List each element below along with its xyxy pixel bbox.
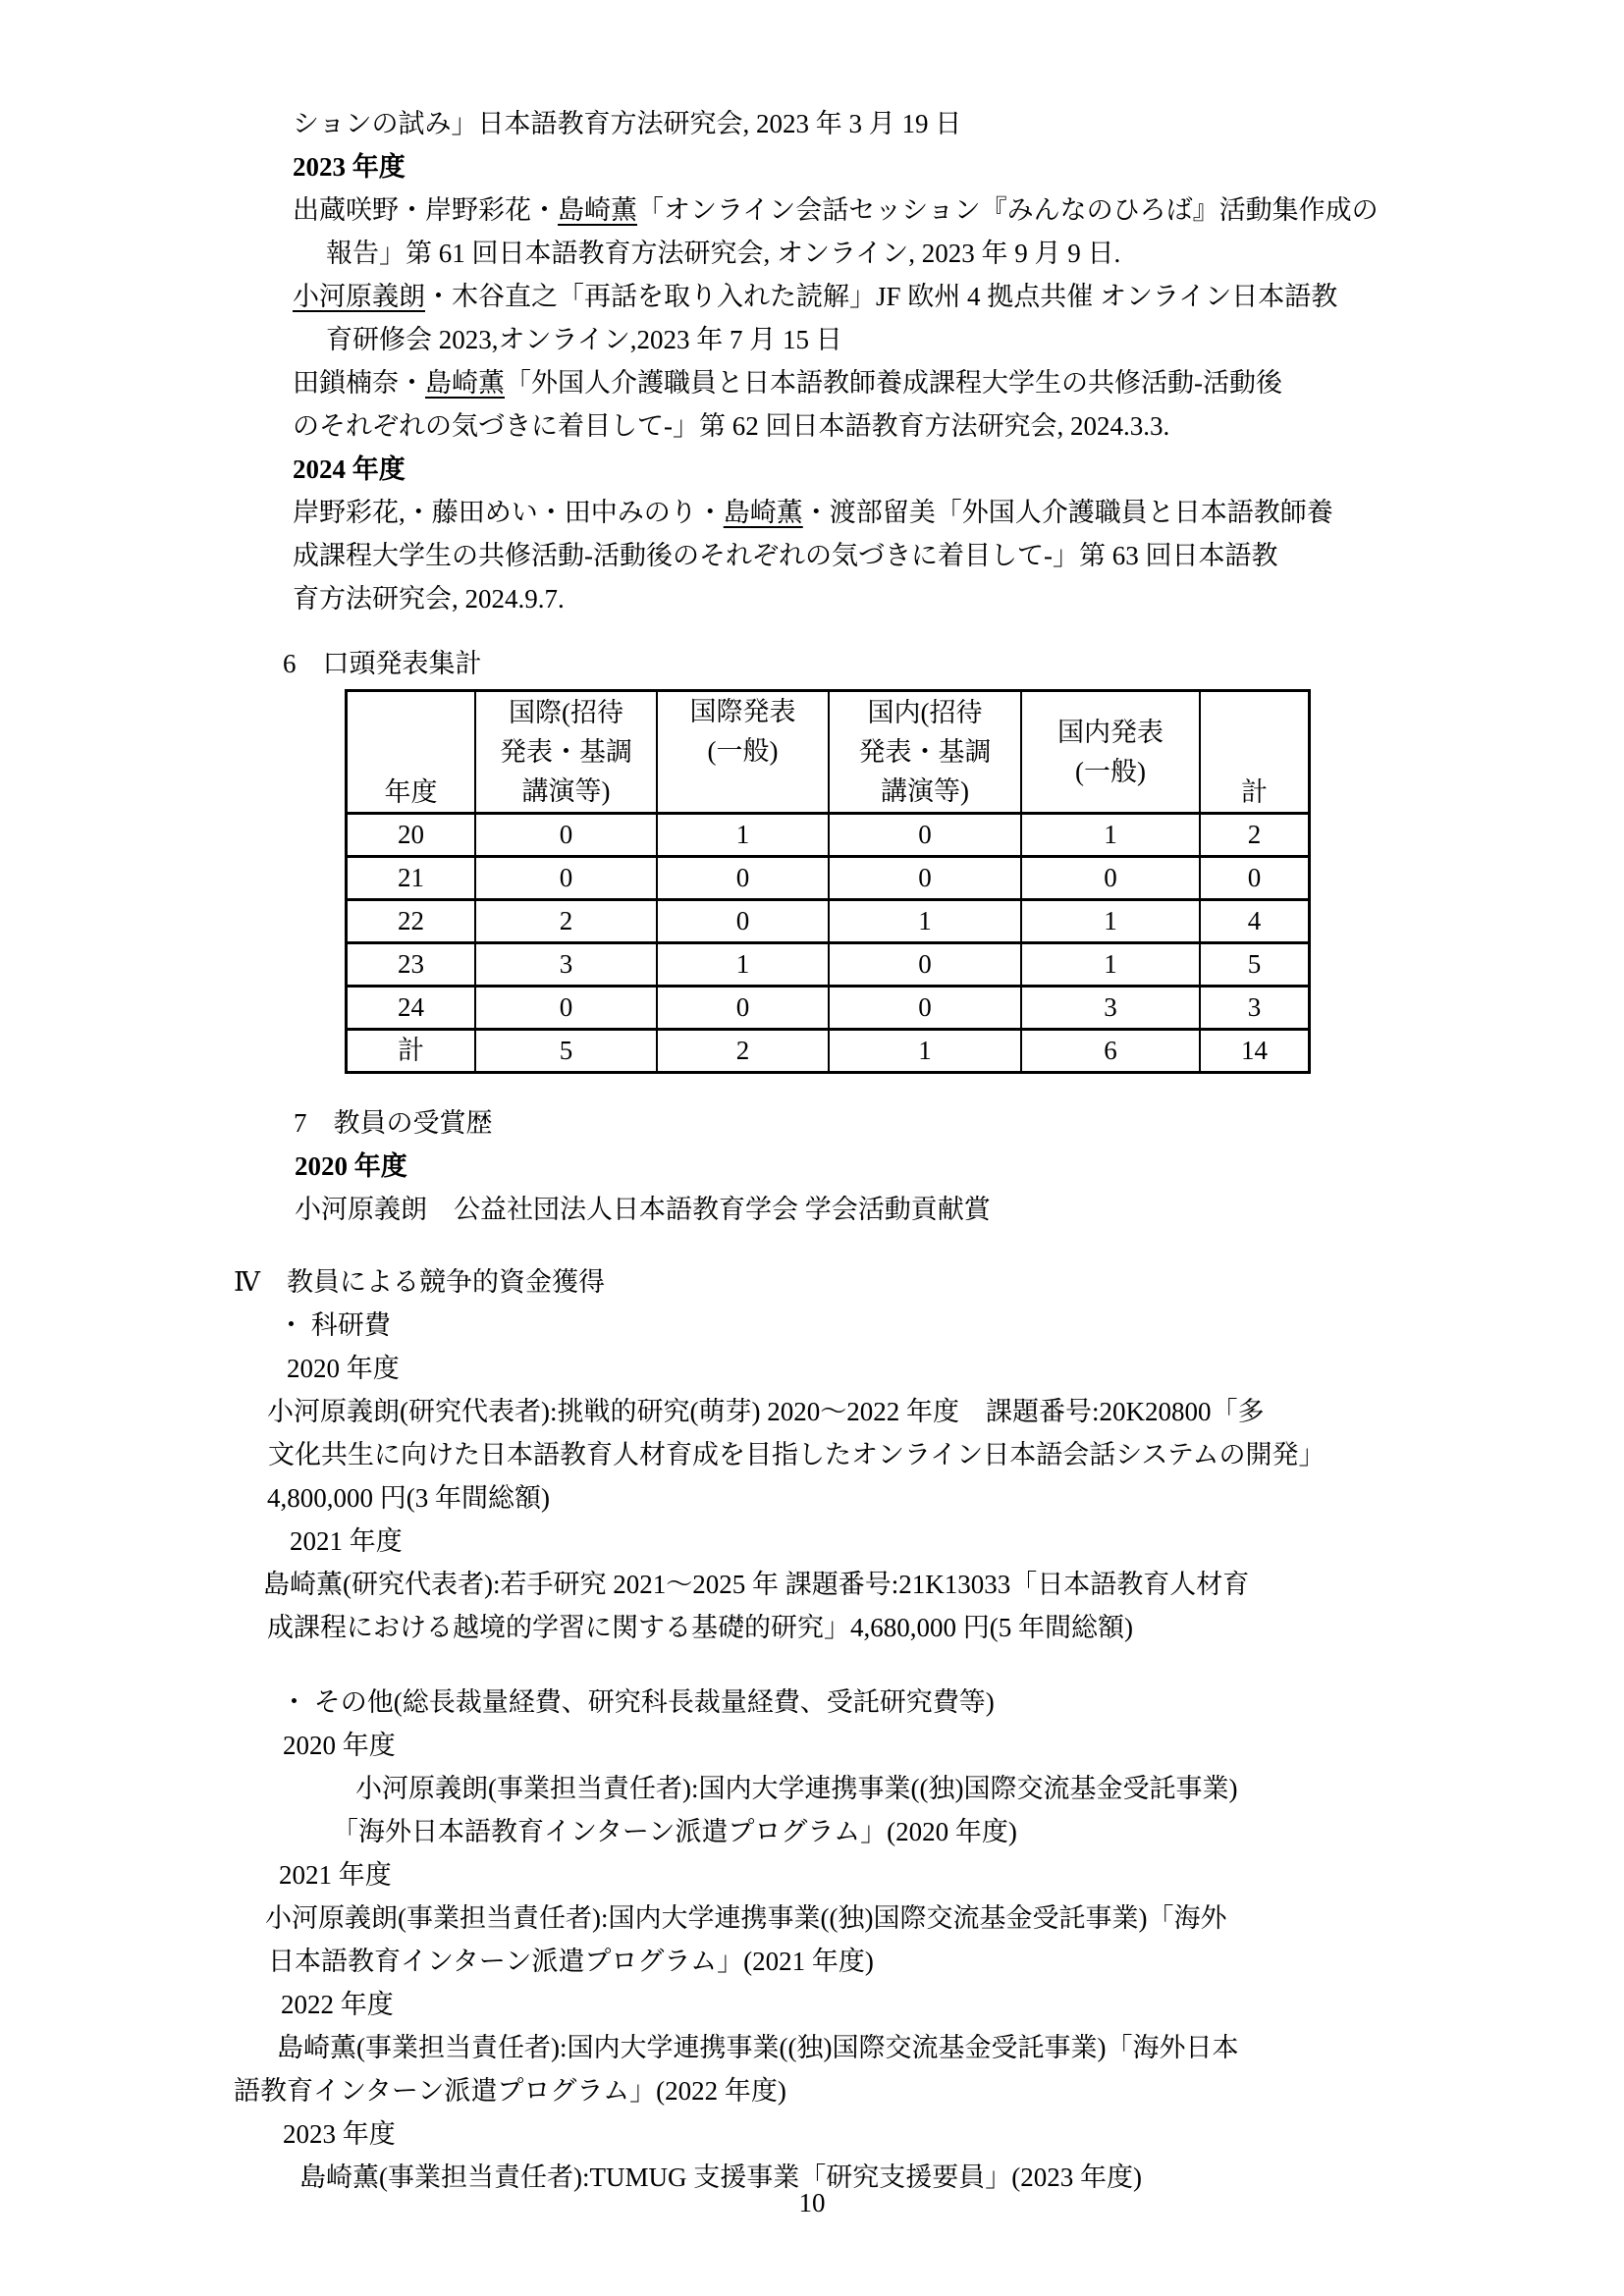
text-segment: 出蔵咲野・岸野彩花・: [293, 195, 558, 225]
text-line: [326, 318, 1380, 361]
table-row: [347, 987, 1310, 1030]
header-text-line: 発表・基調: [858, 737, 992, 767]
funding-section: [234, 1260, 1380, 2199]
text-segment: ・渡部留美「外国人介護職員と日本語教師養: [802, 498, 1333, 527]
underlined-author-name: 島崎薫: [425, 368, 505, 398]
text-segment: 4,800,000 円(3 年間総額): [267, 1483, 550, 1513]
year-cell: 計: [347, 1030, 476, 1073]
count-cell: 0: [829, 857, 1021, 900]
header-text-line: 国際発表: [689, 697, 796, 726]
text-segment: 2024 年度: [293, 454, 406, 484]
text-line: [267, 1606, 1380, 1649]
header-text-line: 計: [1241, 777, 1268, 807]
text-segment: 2021 年度: [290, 1526, 403, 1556]
count-cell: 1: [657, 814, 829, 857]
header-text-line: (一般): [707, 736, 779, 766]
text-segment: 2020 年度: [287, 1354, 400, 1383]
other-funding-bullet-label: ・ その他(総長裁量経費、研究科長裁量経費、受託研究費等): [281, 1687, 995, 1717]
text-line: [287, 1347, 1380, 1390]
year-cell: 23: [347, 943, 476, 987]
kakenhi-subsection: [234, 1347, 1380, 1649]
text-segment: 小河原義朗(事業担当責任者):国内大学連携事業((独)国際交流基金受託事業): [355, 1774, 1238, 1803]
count-cell: 3: [1200, 987, 1310, 1030]
count-cell: 14: [1200, 1030, 1310, 1073]
text-segment: 島崎薫(事業担当責任者):国内大学連携事業((独)国際交流基金受託事業)「海外日本: [277, 2033, 1239, 2062]
header-text-line: 発表・基調: [500, 737, 632, 767]
text-line: [267, 1476, 1380, 1520]
header-text-line: 国際(招待: [509, 698, 623, 727]
page-number: 10: [798, 2188, 826, 2217]
year-cell: 20: [347, 814, 476, 857]
text-segment: 小河原義朗(研究代表者):挑戦的研究(萌芽) 2020～2022 年度 課題番号:20K20800「多: [267, 1397, 1265, 1426]
text-line: [293, 361, 1380, 404]
count-cell: 1: [829, 900, 1021, 943]
text-line: [293, 404, 1380, 448]
count-cell: 5: [1200, 943, 1310, 987]
count-cell: 1: [829, 1030, 1021, 1073]
text-line: [293, 491, 1380, 534]
table-row: [347, 900, 1310, 943]
text-line: [326, 232, 1380, 275]
awards-section: [234, 1101, 1380, 1231]
count-cell: 0: [829, 987, 1021, 1030]
text-segment: 日本語教育インターン派遣プログラム」(2021 年度): [268, 1947, 874, 1976]
kakenhi-bullet-label: ・ 科研費: [278, 1310, 391, 1340]
count-cell: 1: [1021, 943, 1200, 987]
text-line: [293, 275, 1380, 318]
count-cell: 0: [475, 814, 657, 857]
other-funding-subsection: [234, 1724, 1380, 2199]
text-line: [293, 102, 1380, 145]
table-row: [347, 814, 1310, 857]
count-cell: 6: [1021, 1030, 1200, 1073]
text-segment: 島崎薫(事業担当責任者):TUMUG 支援事業「研究支援要員」(2023 年度): [299, 2163, 1142, 2192]
count-cell: 1: [1021, 900, 1200, 943]
awards-heading: 7 教員の受賞歴: [294, 1108, 493, 1138]
text-segment: 報告」第 61 回日本語教育方法研究会, オンライン, 2023 年 9 月 9 日.: [326, 239, 1121, 268]
text-line: [283, 1724, 1380, 1767]
year-heading: [293, 448, 1380, 491]
table-column-header: [475, 691, 657, 814]
table-column-header: [1200, 691, 1310, 814]
text-segment: 2023 年度: [293, 152, 406, 182]
text-line: [293, 534, 1380, 577]
text-line: [279, 1853, 1380, 1896]
text-line: [290, 1520, 1380, 1563]
table-row: [347, 857, 1310, 900]
text-line: [277, 2026, 1380, 2069]
header-text-line: 講演等): [521, 776, 611, 806]
count-cell: 0: [657, 987, 829, 1030]
year-cell: 22: [347, 900, 476, 943]
text-segment: 「オンライン会話セッション『みんなのひろば』活動集作成の: [637, 195, 1379, 225]
count-cell: 0: [657, 900, 829, 943]
text-segment: のそれぞれの気づきに着目して-」第 62 回日本語教育方法研究会, 2024.3.3.: [293, 411, 1170, 441]
header-text-line: 国内(招待: [867, 698, 983, 727]
underlined-author-name: 島崎薫: [723, 498, 803, 527]
text-segment: 育研修会 2023,オンライン,2023 年 7 月 15 日: [326, 325, 842, 354]
count-cell: 2: [475, 900, 657, 943]
header-text-line: (一般): [1075, 757, 1146, 786]
text-line: [265, 1896, 1380, 1940]
table-row: [347, 943, 1310, 987]
text-line: [263, 1563, 1380, 1606]
text-segment: 2020 年度: [283, 1731, 396, 1760]
count-cell: 1: [1021, 814, 1200, 857]
header-text-line: 国内発表: [1057, 718, 1164, 747]
year-heading: [293, 145, 1380, 188]
table-header-row: [347, 691, 1310, 814]
text-line: [293, 188, 1380, 232]
count-cell: 0: [657, 857, 829, 900]
count-cell: 0: [1021, 857, 1200, 900]
oral-presentations-section: [234, 102, 1380, 620]
text-line: [332, 1810, 1380, 1853]
text-segment: 語教育インターン派遣プログラム」(2022 年度): [234, 2076, 786, 2106]
spacer: [234, 1074, 1380, 1101]
oral-summary-heading: 6 口頭発表集計: [283, 649, 482, 678]
text-segment: 成課程大学生の共修活動-活動後のそれぞれの気づきに着目して-」第 63 回日本語教: [293, 541, 1278, 570]
spacer: [234, 1649, 1380, 1681]
text-segment: 成課程における越境的学習に関する基礎的研究」4,680,000 円(5 年間総額): [267, 1613, 1133, 1642]
text-segment: ションの試み」日本語教育方法研究会, 2023 年 3 月 19 日: [293, 109, 962, 138]
count-cell: 4: [1200, 900, 1310, 943]
text-line: [281, 1983, 1380, 2026]
text-segment: 小河原義朗(事業担当責任者):国内大学連携事業((独)国際交流基金受託事業)「海外: [265, 1903, 1227, 1933]
text-segment: 田鎖楠奈・: [293, 368, 425, 398]
header-text-line: 講演等): [881, 776, 969, 806]
count-cell: 3: [1021, 987, 1200, 1030]
text-segment: 2021 年度: [279, 1860, 392, 1890]
year-cell: 21: [347, 857, 476, 900]
count-cell: 0: [475, 987, 657, 1030]
awards-entry: 小河原義朗 公益社団法人日本語教育学会 学会活動貢献賞: [295, 1195, 991, 1224]
count-cell: 0: [829, 943, 1021, 987]
table-column-header: [347, 691, 476, 814]
text-segment: 2023 年度: [283, 2119, 396, 2149]
text-line: [293, 577, 1380, 620]
text-line: [267, 1390, 1380, 1433]
count-cell: 1: [657, 943, 829, 987]
count-cell: 5: [475, 1030, 657, 1073]
text-line: [283, 2112, 1380, 2156]
text-segment: 岸野彩花,・藤田めい・田中みのり・: [293, 498, 724, 527]
table-column-header: [657, 691, 829, 814]
text-segment: 文化共生に向けた日本語教育人材育成を目指したオンライン日本語会話システムの開発」: [268, 1440, 1326, 1469]
text-segment: 育方法研究会, 2024.9.7.: [293, 584, 565, 614]
text-line: [355, 1767, 1380, 1810]
count-cell: 3: [475, 943, 657, 987]
underlined-author-name: 島崎薫: [558, 195, 637, 225]
text-line: [268, 1433, 1380, 1476]
count-cell: 0: [1200, 857, 1310, 900]
table-row: [347, 1030, 1310, 1073]
spacer: [234, 1231, 1380, 1260]
count-cell: 2: [1200, 814, 1310, 857]
text-line: [268, 1940, 1380, 1983]
table-column-header: [829, 691, 1021, 814]
table-column-header: [1021, 691, 1200, 814]
text-segment: ・木谷直之「再話を取り入れた読解」JF 欧州 4 拠点共催 オンライン日本語教: [425, 282, 1338, 311]
spacer: [234, 620, 1380, 642]
year-cell: 24: [347, 987, 476, 1030]
oral-presentation-summary-table: [345, 689, 1311, 1074]
text-segment: 島崎薫(研究代表者):若手研究 2021～2025 年 課題番号:21K13033「日本語教育人材育: [263, 1570, 1250, 1599]
text-segment: 「外国人介護職員と日本語教師養成課程大学生の共修活動-活動後: [505, 368, 1282, 398]
text-line: [234, 2069, 1380, 2112]
underlined-author-name: 小河原義朗: [293, 282, 425, 311]
count-cell: 0: [829, 814, 1021, 857]
header-text-line: 年度: [384, 777, 438, 807]
funding-section-heading: Ⅳ 教員による競争的資金獲得: [234, 1267, 605, 1297]
count-cell: 2: [657, 1030, 829, 1073]
awards-year-label: 2020 年度: [295, 1151, 407, 1181]
text-segment: 2022 年度: [281, 1990, 394, 2019]
text-segment: 「海外日本語教育インターン派遣プログラム」(2020 年度): [332, 1817, 1017, 1846]
count-cell: 0: [475, 857, 657, 900]
